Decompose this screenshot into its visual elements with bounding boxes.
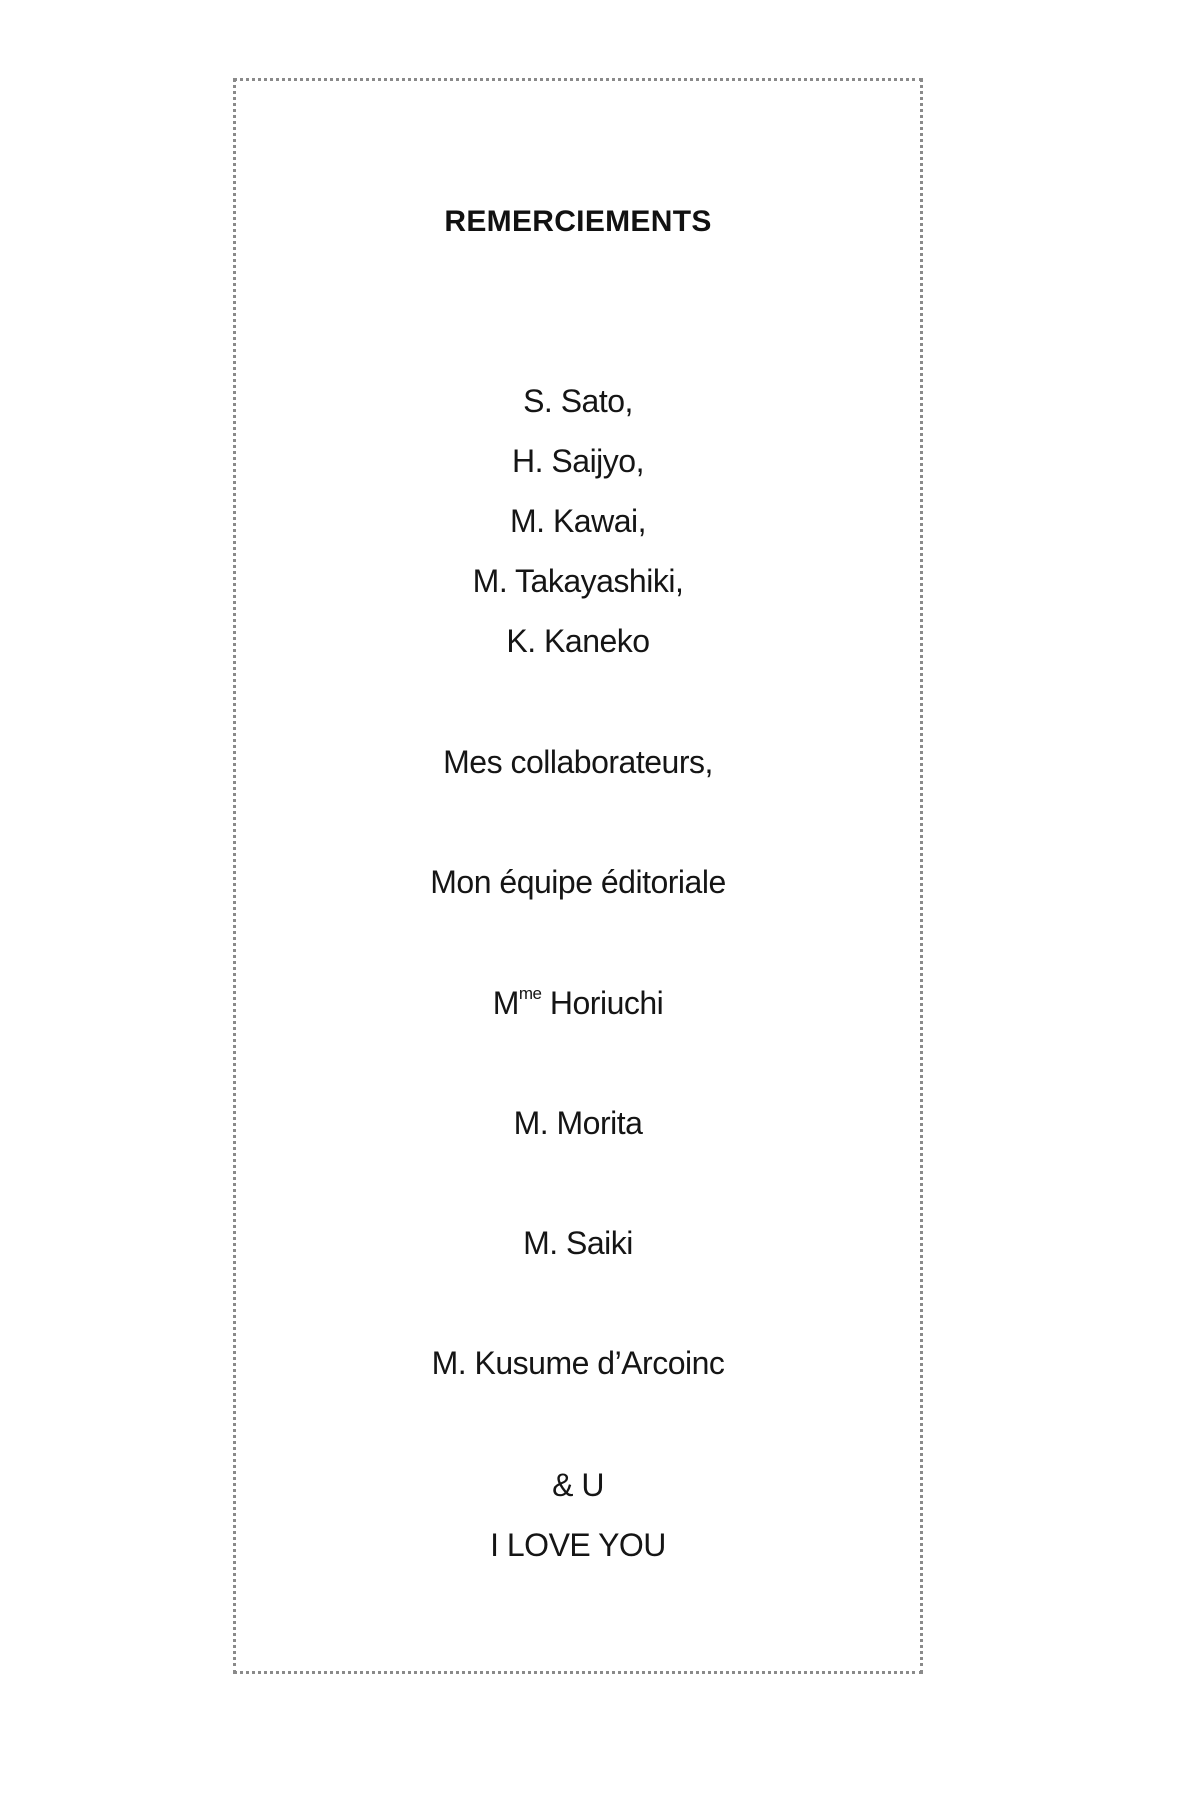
horiuchi-name: Horiuchi xyxy=(541,985,664,1021)
acknowledgements-panel xyxy=(236,81,920,1671)
closing-and-u: & U xyxy=(552,1467,604,1503)
thanks-name: M. Takayashiki, xyxy=(472,563,684,599)
thanks-morita: M. Morita xyxy=(513,1105,643,1141)
page-title: REMERCIEMENTS xyxy=(444,205,712,238)
closing-i-love-you: I LOVE YOU xyxy=(490,1527,666,1563)
dotted-border-frame xyxy=(233,78,923,1674)
thanks-kusume: M. Kusume d’Arcoinc xyxy=(431,1345,725,1381)
thanks-saiki: M. Saiki xyxy=(523,1225,633,1261)
thanks-horiuchi xyxy=(236,983,920,1023)
title-prefix: M xyxy=(492,985,519,1021)
thanks-name: S. Sato, xyxy=(523,383,633,419)
thanks-editorial-team: Mon équipe éditoriale xyxy=(430,864,726,900)
title-superscript: me xyxy=(518,984,542,1003)
thanks-collaborators: Mes collaborateurs, xyxy=(443,744,713,780)
thanks-name: M. Kawai, xyxy=(510,503,646,539)
thanks-name: H. Saijyo, xyxy=(512,443,644,479)
thanks-name: K. Kaneko xyxy=(506,623,650,659)
